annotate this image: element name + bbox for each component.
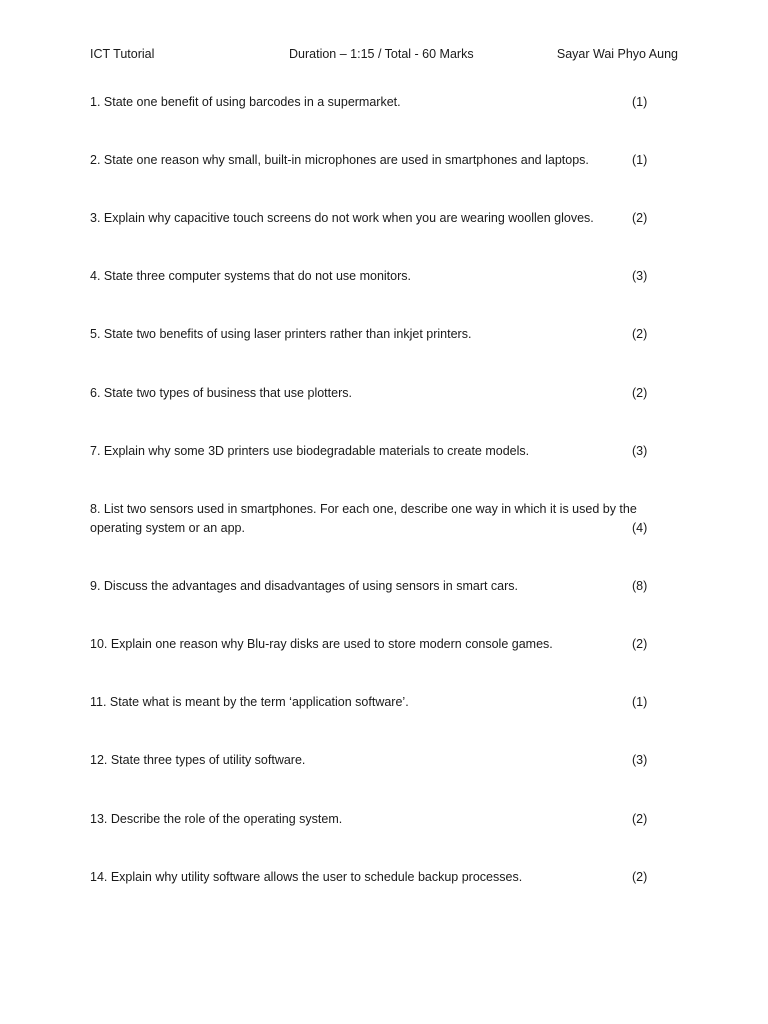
question-8 (90, 500, 650, 538)
question-marks: (2) (632, 211, 648, 225)
question-marks: (8) (632, 579, 648, 593)
question-6 (90, 384, 650, 403)
question-10 (90, 635, 650, 654)
page-header (90, 47, 680, 65)
question-marks: (2) (632, 812, 648, 826)
question-5 (90, 325, 650, 344)
question-14 (90, 868, 650, 887)
question-text: 7. Explain why some 3D printers use biodegradable materials to create models. (90, 444, 530, 458)
question-text: 5. State two benefits of using laser printers rather than inkjet printers. (90, 327, 472, 341)
question-marks: (1) (632, 95, 648, 109)
question-marks: (2) (632, 386, 648, 400)
question-marks: (4) (632, 521, 648, 535)
question-9 (90, 577, 650, 596)
question-text: 10. Explain one reason why Blu-ray disks are used to store modern console games. (90, 637, 553, 651)
question-11 (90, 693, 650, 712)
question-marks: (2) (632, 327, 648, 341)
question-12 (90, 751, 650, 770)
question-text: 9. Discuss the advantages and disadvantages of using sensors in smart cars. (90, 579, 519, 593)
question-marks: (3) (632, 753, 648, 767)
question-1 (90, 93, 650, 112)
question-marks: (1) (632, 695, 648, 709)
question-4 (90, 267, 650, 286)
header-subject: ICT Tutorial (90, 47, 155, 61)
question-text: 3. Explain why capacitive touch screens do not work when you are wearing woollen gloves. (90, 211, 594, 225)
question-2 (90, 151, 650, 170)
question-text: 6. State two types of business that use plotters. (90, 386, 352, 400)
question-marks: (2) (632, 637, 648, 651)
header-teacher: Sayar Wai Phyo Aung (556, 47, 678, 61)
question-text: 2. State one reason why small, built-in microphones are used in smartphones and laptops. (90, 153, 589, 167)
question-text: 13. Describe the role of the operating system. (90, 812, 343, 826)
question-marks: (1) (632, 153, 648, 167)
question-text: 8. List two sensors used in smartphones. For each one, describe one way in which it is used by the operating system or an app. (90, 502, 637, 535)
question-text: 11. State what is meant by the term ‘application software’. (90, 695, 409, 709)
question-marks: (2) (632, 870, 648, 884)
question-text: 14. Explain why utility software allows the user to schedule backup processes. (90, 870, 523, 884)
question-text: 12. State three types of utility software. (90, 753, 306, 767)
question-7 (90, 442, 650, 461)
question-text: 4. State three computer systems that do not use monitors. (90, 269, 411, 283)
question-marks: (3) (632, 444, 648, 458)
question-3 (90, 209, 650, 228)
question-marks: (3) (632, 269, 648, 283)
question-text: 1. State one benefit of using barcodes in a supermarket. (90, 95, 401, 109)
header-duration: Duration – 1:15 / Total - 60 Marks (289, 47, 474, 61)
question-13 (90, 810, 650, 829)
